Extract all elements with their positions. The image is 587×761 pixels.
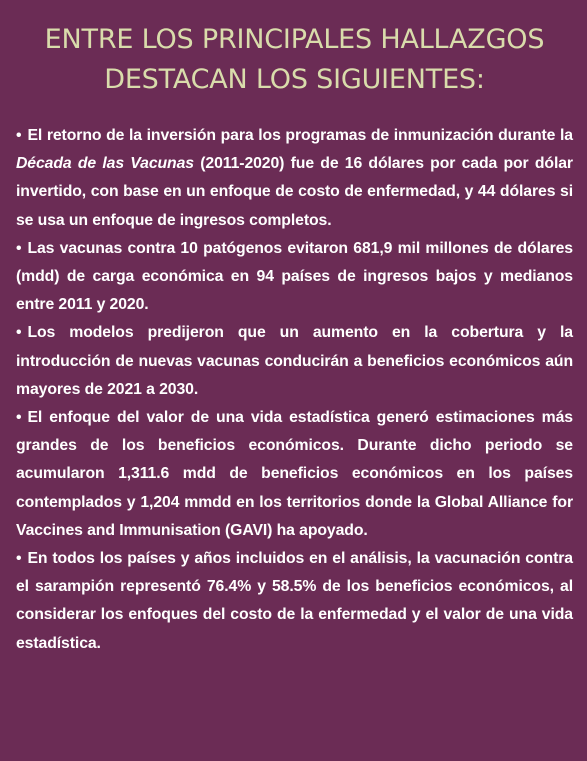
bullet-icon: • bbox=[16, 239, 22, 257]
finding-item-1 bbox=[16, 122, 573, 235]
finding-5-text: En todos los países y años incluidos en el análisis, la vacunación contra el sarampión representó 76.4% y 58.5% de los beneficios económicos, al considerar los enfoques del costo de la enfermedad y el valor de una vida estadística. bbox=[16, 550, 573, 652]
finding-item-4 bbox=[16, 404, 573, 545]
heading-line-2: DESTACAN LOS SIGUIENTES: bbox=[104, 64, 485, 95]
findings-list bbox=[16, 122, 573, 658]
finding-1-text-end: (2011-2020) fue de 16 dólares por cada por dólar invertido, con base en un enfoque de costo de enfermedad, y 44 dólares si se usa un enfoque de ingresos completos. bbox=[16, 155, 573, 229]
finding-item-2 bbox=[16, 235, 573, 320]
section-heading bbox=[16, 20, 573, 100]
finding-2-text: Las vacunas contra 10 patógenos evitaron 681,9 mil millones de dólares (mdd) de carga económica en 94 países de ingresos bajos y medianos entre 2011 y 2020. bbox=[16, 239, 573, 314]
finding-item-5 bbox=[16, 545, 573, 658]
finding-1-text-start: El retorno de la inversión para los programas de inmunización durante la bbox=[27, 127, 573, 144]
heading-line-1: ENTRE LOS PRINCIPALES HALLAZGOS bbox=[44, 24, 545, 55]
bullet-icon: • bbox=[16, 127, 22, 144]
bullet-icon: • bbox=[16, 324, 22, 342]
finding-1-italic-term: Década de las Vacunas bbox=[16, 155, 194, 173]
finding-4-text: El enfoque del valor de una vida estadística generó estimaciones más grandes de los beneficios económicos. Durante dicho periodo se acumularon 1,311.6 mdd de beneficios económicos en los países contemplados y 1,204 mmdd en los territorios donde la Global Alliance for Vaccines and Immunisation (GAVI) ha apoyado. bbox=[16, 409, 573, 539]
bullet-icon: • bbox=[16, 550, 22, 568]
finding-3-text: Los modelos predijeron que un aumento en la cobertura y la introducción de nuevas vacunas conducirán a beneficios económicos aún mayores de 2021 a 2030. bbox=[16, 324, 573, 398]
bullet-icon: • bbox=[16, 409, 22, 427]
finding-item-3 bbox=[16, 319, 573, 404]
